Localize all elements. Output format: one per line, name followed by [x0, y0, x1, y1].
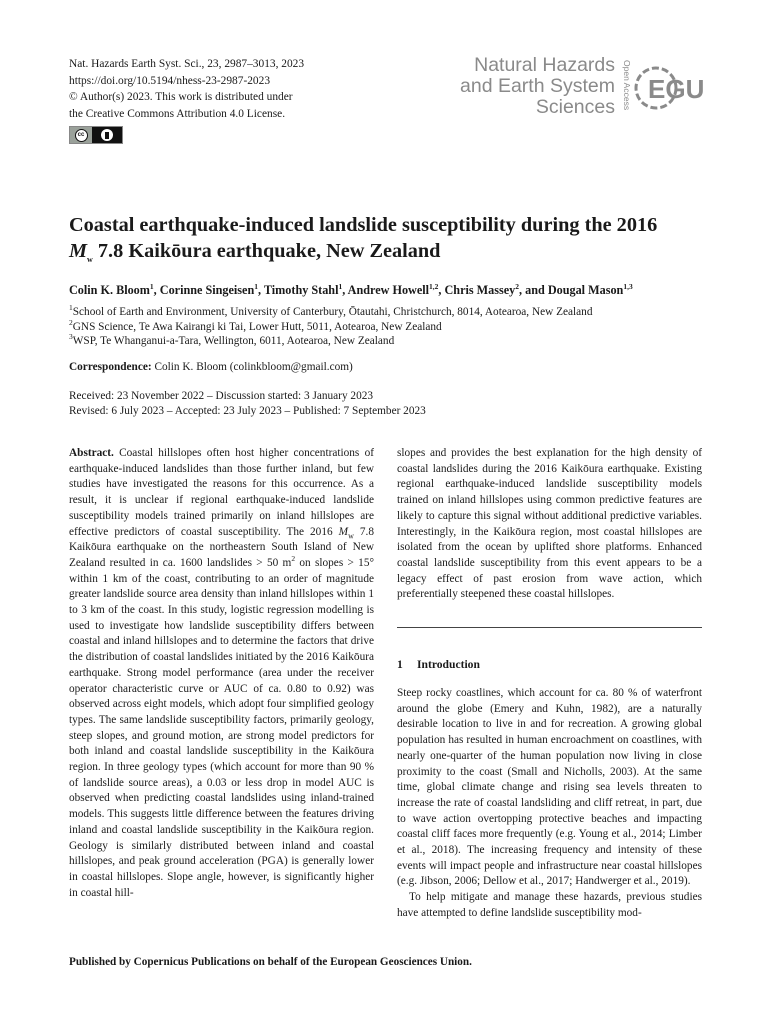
egu-logo	[632, 58, 707, 118]
journal-name	[460, 55, 615, 118]
affiliation-item: $^2$GNS Science, Te Awa Kairangi ki Tai, Lower Hutt, 5011, Aotearoa, New Zealand	[69, 317, 442, 333]
journal-line-3: Sciences	[535, 96, 615, 118]
svg-text:EGU: EGU	[648, 74, 705, 104]
doi-link[interactable]: https://doi.org/10.5194/nhess-23-2987-2023	[69, 74, 271, 87]
affiliation-item: $^1$School of Earth and Environment, University of Canterbury, Ōtautahi, Christchurch, 8014, Aotearoa, New Zealand	[69, 303, 593, 318]
abstract-label: Abstract.	[69, 447, 114, 459]
publication-dates	[69, 389, 426, 419]
author-name: Chris Massey	[444, 283, 516, 297]
cc-letters: cc	[75, 129, 88, 142]
author-affiliation-marker: 1	[254, 281, 258, 291]
author-name: Colin K. Bloom	[69, 283, 150, 297]
author-name: Dougal Mason	[547, 283, 624, 297]
title-line-2: $M_w$ 7.8 Kaikōura earthquake, New Zealand	[69, 239, 441, 264]
author-affiliation-marker: 1,3	[623, 281, 633, 291]
introduction-body	[397, 686, 702, 922]
copyright: © Author(s) 2023. This work is distributed under	[69, 91, 293, 104]
section-number: 1	[397, 658, 403, 671]
abstract-column-left: Abstract. Coastal hillslopes often host higher concentrations of earthquake-induced landslides than those further inland, but few studies have investigated the reasons for this occurrence. As a result, it is unclear if regional earthquake-induced landslide susceptibility models trained primarily on inland hillslopes are effective predictors of coastal susceptibility. The 2016 $M_w$ 7.8 Kaikōura earthquake on the northeastern South Island of New Zealand resulted in ca. 1600 landslides > 50 $m^2$ on slopes > 15° within 1 km of the coast, contributing to an order of magnitude greater landslide source area density than inland hillslopes within 1 to 3 km of the coast. In this study, logistic regression modelling is used to investigate how landslide susceptibility differs between coastal and inland hillslopes and to determine the factors that drive the distribution of coastal landslides initiated by the 2016 Kaikōura earthquake. Strong model performance (area under the receiver operator characteristic curve or AUC of ca. 0.80 to 0.92) was observed across eight models, which adopt four simplified geology types. The same landslide susceptibility factors, primarily geology, steep slopes, and ground motion, are strong model predictors for both inland and coastal landslide susceptibility in the Kaikōura region. In three geology types (which account for more than 90 % of landslide source areas), a 0.03 or less drop in model AUC is observed when predicting coastal landslides using inland-trained models. This suggests little difference between the features driving inland and coastal landslide susceptibility in the Kaikōura region. Geology is similarly distributed between inland and coastal hillslopes, and peak ground acceleration (PGA) is generally lower in coastal hillslopes. Slope angle, however, is significantly higher in coastal hill-	[69, 447, 374, 899]
citation: Nat. Hazards Earth Syst. Sci., 23, 2987–3013, 2023	[69, 58, 305, 70]
svg-text:Open Access: Open Access	[622, 60, 632, 111]
author-affiliation-marker: 1	[338, 281, 343, 291]
cc-icon	[70, 127, 92, 143]
intro-paragraph-2: To help mitigate and manage these hazards, previous studies have attempted to define landslide susceptibility mod-	[397, 891, 702, 919]
license-text: the Creative Commons Attribution 4.0 License.	[69, 107, 286, 120]
abstract-column-right: slopes and provides the best explanation for the high density of coastal landslides during the 2016 Kaikōura earthquake. Existing regional earthquake-induced landslide susceptibility models trained on inland hillslopes using common predictive features are likely to capture this signal without additional predictive variables. Interestingly, in the Kaikōura region, most coastal hillslopes are isolated from the ocean by uplifted shore platforms. Enhanced coastal landslide susceptibility from this event appears to be a legacy effect of past erosion from wave action, which preferentially steepened these coastal hillslopes.	[397, 447, 702, 601]
journal-line-2: and Earth System	[460, 75, 615, 97]
correspondence-text: Colin K. Bloom (colinkbloom@gmail.com)	[151, 361, 353, 373]
intro-paragraph-1: Steep rocky coastlines, which account for ca. 80 % of waterfront around the globe (Emery and Kuhn, 1982), are a naturally desirable location to live in and for recreation. A growing global population has resulted in human encroachment on coastlines, with nearly one-quarter of the human population now living in close proximity to the coast (Small and Nicholls, 2003). At the same time, global climate change and rising sea levels threaten to increase the rate of coastal landsliding and cliff retreat, in part, due to wave action overtopping protective beaches and impacting coastal cliff faces more frequently (e.g. Young et al., 2014; Limber et al., 2018). The increasing frequency and intensity of these events will impact people and infrastructure near coastal hillslopes (e.g. Jibson, 2006; Dellow et al., 2017; Handwerger et al., 2019).	[397, 687, 702, 888]
author-list: Colin K. Bloom$^1$, Corinne Singeisen$^1$, Timothy Stahl$^1$, Andrew Howell$^{1,2}$, Chris Massey$^2$, and Dougal Mason$^{1,3}$	[69, 281, 633, 297]
open-access-label	[614, 58, 632, 118]
author-name: Corinne Singeisen	[159, 283, 255, 297]
cc-by-license-badge[interactable]	[69, 126, 123, 144]
author-name: Andrew Howell	[347, 283, 430, 297]
paper-title	[69, 213, 709, 264]
dates-line-1: Received: 23 November 2022 – Discussion started: 3 January 2023	[69, 390, 374, 402]
section-heading-introduction	[397, 658, 480, 671]
title-line-1: Coastal earthquake-induced landslide susceptibility during the 2016	[69, 214, 658, 236]
author-name: Timothy Stahl	[263, 283, 339, 297]
by-person-icon	[92, 129, 122, 141]
correspondence	[69, 361, 353, 373]
correspondence-label: Correspondence:	[69, 361, 152, 373]
article-header	[69, 56, 304, 122]
section-title: Introduction	[417, 658, 480, 671]
affiliation-item: $^3$WSP, Te Whanganui-a-Tara, Wellington, 6011, Aotearoa, New Zealand	[69, 332, 395, 348]
author-affiliation-marker: 1	[149, 281, 154, 291]
author-affiliation-marker: 2	[515, 281, 520, 291]
section-divider	[397, 627, 702, 628]
author-affiliation-marker: 1,2	[429, 281, 439, 291]
journal-line-1: Natural Hazards	[474, 54, 615, 76]
publisher-footer: Published by Copernicus Publications on behalf of the European Geosciences Union.	[69, 956, 472, 968]
affiliations	[69, 305, 592, 349]
dates-line-2: Revised: 6 July 2023 – Accepted: 23 July 2023 – Published: 7 September 2023	[69, 404, 426, 417]
